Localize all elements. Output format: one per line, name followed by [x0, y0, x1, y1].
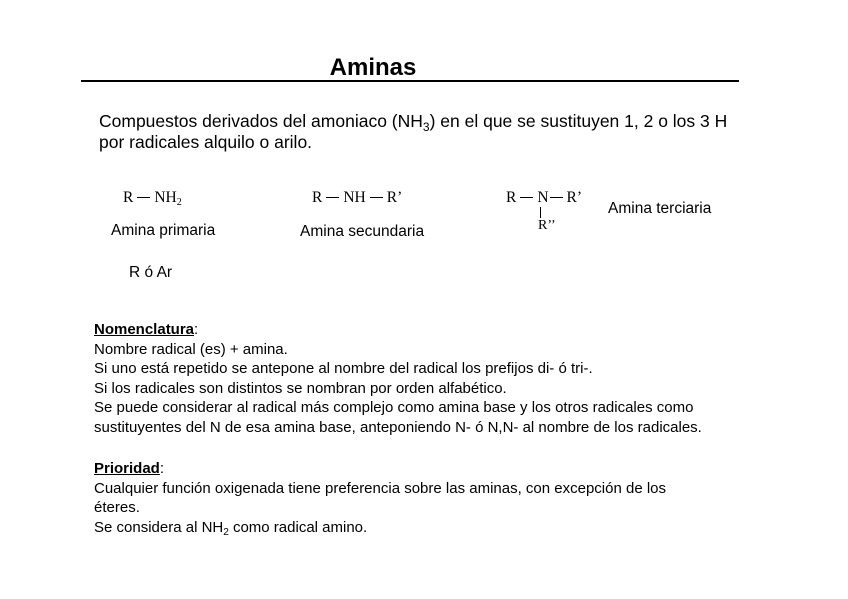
prioridad-text-before-sub: Se considera al NH	[94, 518, 224, 536]
nomenclatura-line-5: sustituyentes del N de esa amina base, anteponiendo N- ó N,N- al nombre de los radicales.	[94, 418, 702, 436]
nh2-subscript: 2	[223, 526, 229, 538]
primary-nh2-subscript: 2	[176, 197, 182, 208]
nomenclatura-heading-line	[94, 320, 702, 340]
intro-text-after-sub: ) en el que se sustituyen 1, 2 o los 3 H	[429, 111, 728, 131]
prioridad-section	[94, 459, 666, 537]
tertiary-r-double-prime: R’’	[538, 218, 556, 233]
tertiary-n: N	[537, 189, 549, 206]
secondary-amine-formula	[312, 189, 402, 207]
heading-colon: :	[159, 460, 165, 477]
single-bond	[326, 197, 339, 198]
primary-r: R	[123, 189, 134, 206]
nomenclatura-heading: Nomenclatura	[94, 321, 195, 338]
tertiary-amine-label: Amina terciaria	[608, 200, 712, 217]
single-bond	[520, 197, 533, 198]
title-underline-divider	[81, 80, 739, 82]
primary-amine-formula	[123, 189, 182, 207]
primary-amine-label: Amina primaria	[111, 222, 216, 239]
secondary-r-prime: R’	[386, 189, 403, 206]
intro-nh3-subscript: 3	[422, 120, 430, 134]
nomenclatura-line-2: Si uno está repetido se antepone al nombre del radical los prefijos di- ó tri-.	[94, 360, 593, 377]
secondary-nh: NH	[343, 189, 366, 206]
nomenclatura-line-1: Nombre radical (es) + amina.	[94, 340, 288, 358]
single-bond	[370, 197, 383, 198]
prioridad-line-2: éteres.	[94, 499, 140, 516]
tertiary-amine-formula	[506, 189, 582, 207]
single-bond	[550, 197, 563, 198]
nomenclatura-section	[94, 320, 702, 437]
page-title: Aminas	[329, 54, 417, 81]
vertical-bond	[540, 207, 541, 218]
prioridad-line-3	[94, 518, 666, 538]
heading-colon: :	[194, 321, 199, 338]
r-or-ar-note: R ó Ar	[129, 264, 173, 281]
secondary-amine-label: Amina secundaria	[300, 223, 425, 240]
intro-text-before-sub: Compuestos derivados del amoniaco (NH	[99, 111, 423, 131]
tertiary-r-prime: R’	[566, 189, 583, 206]
prioridad-line-1: Cualquier función oxigenada tiene preferencia sobre las aminas, con excepción de los	[94, 479, 667, 497]
single-bond	[137, 197, 150, 198]
nomenclatura-line-4: Se puede considerar al radical más complejo como amina base y los otros radicales como	[94, 399, 694, 416]
tertiary-r: R	[506, 189, 517, 206]
primary-nh: NH	[154, 189, 177, 206]
prioridad-heading: Prioridad	[94, 460, 160, 477]
nomenclatura-line-3: Si los radicales son distintos se nombran por orden alfabético.	[94, 379, 507, 397]
prioridad-text-after-sub: como radical amino.	[228, 518, 368, 536]
intro-line-2: por radicales alquilo o arilo.	[99, 132, 313, 152]
secondary-r: R	[312, 189, 323, 206]
prioridad-heading-line	[94, 459, 666, 479]
intro-paragraph	[99, 111, 727, 153]
intro-line-1	[99, 111, 727, 132]
